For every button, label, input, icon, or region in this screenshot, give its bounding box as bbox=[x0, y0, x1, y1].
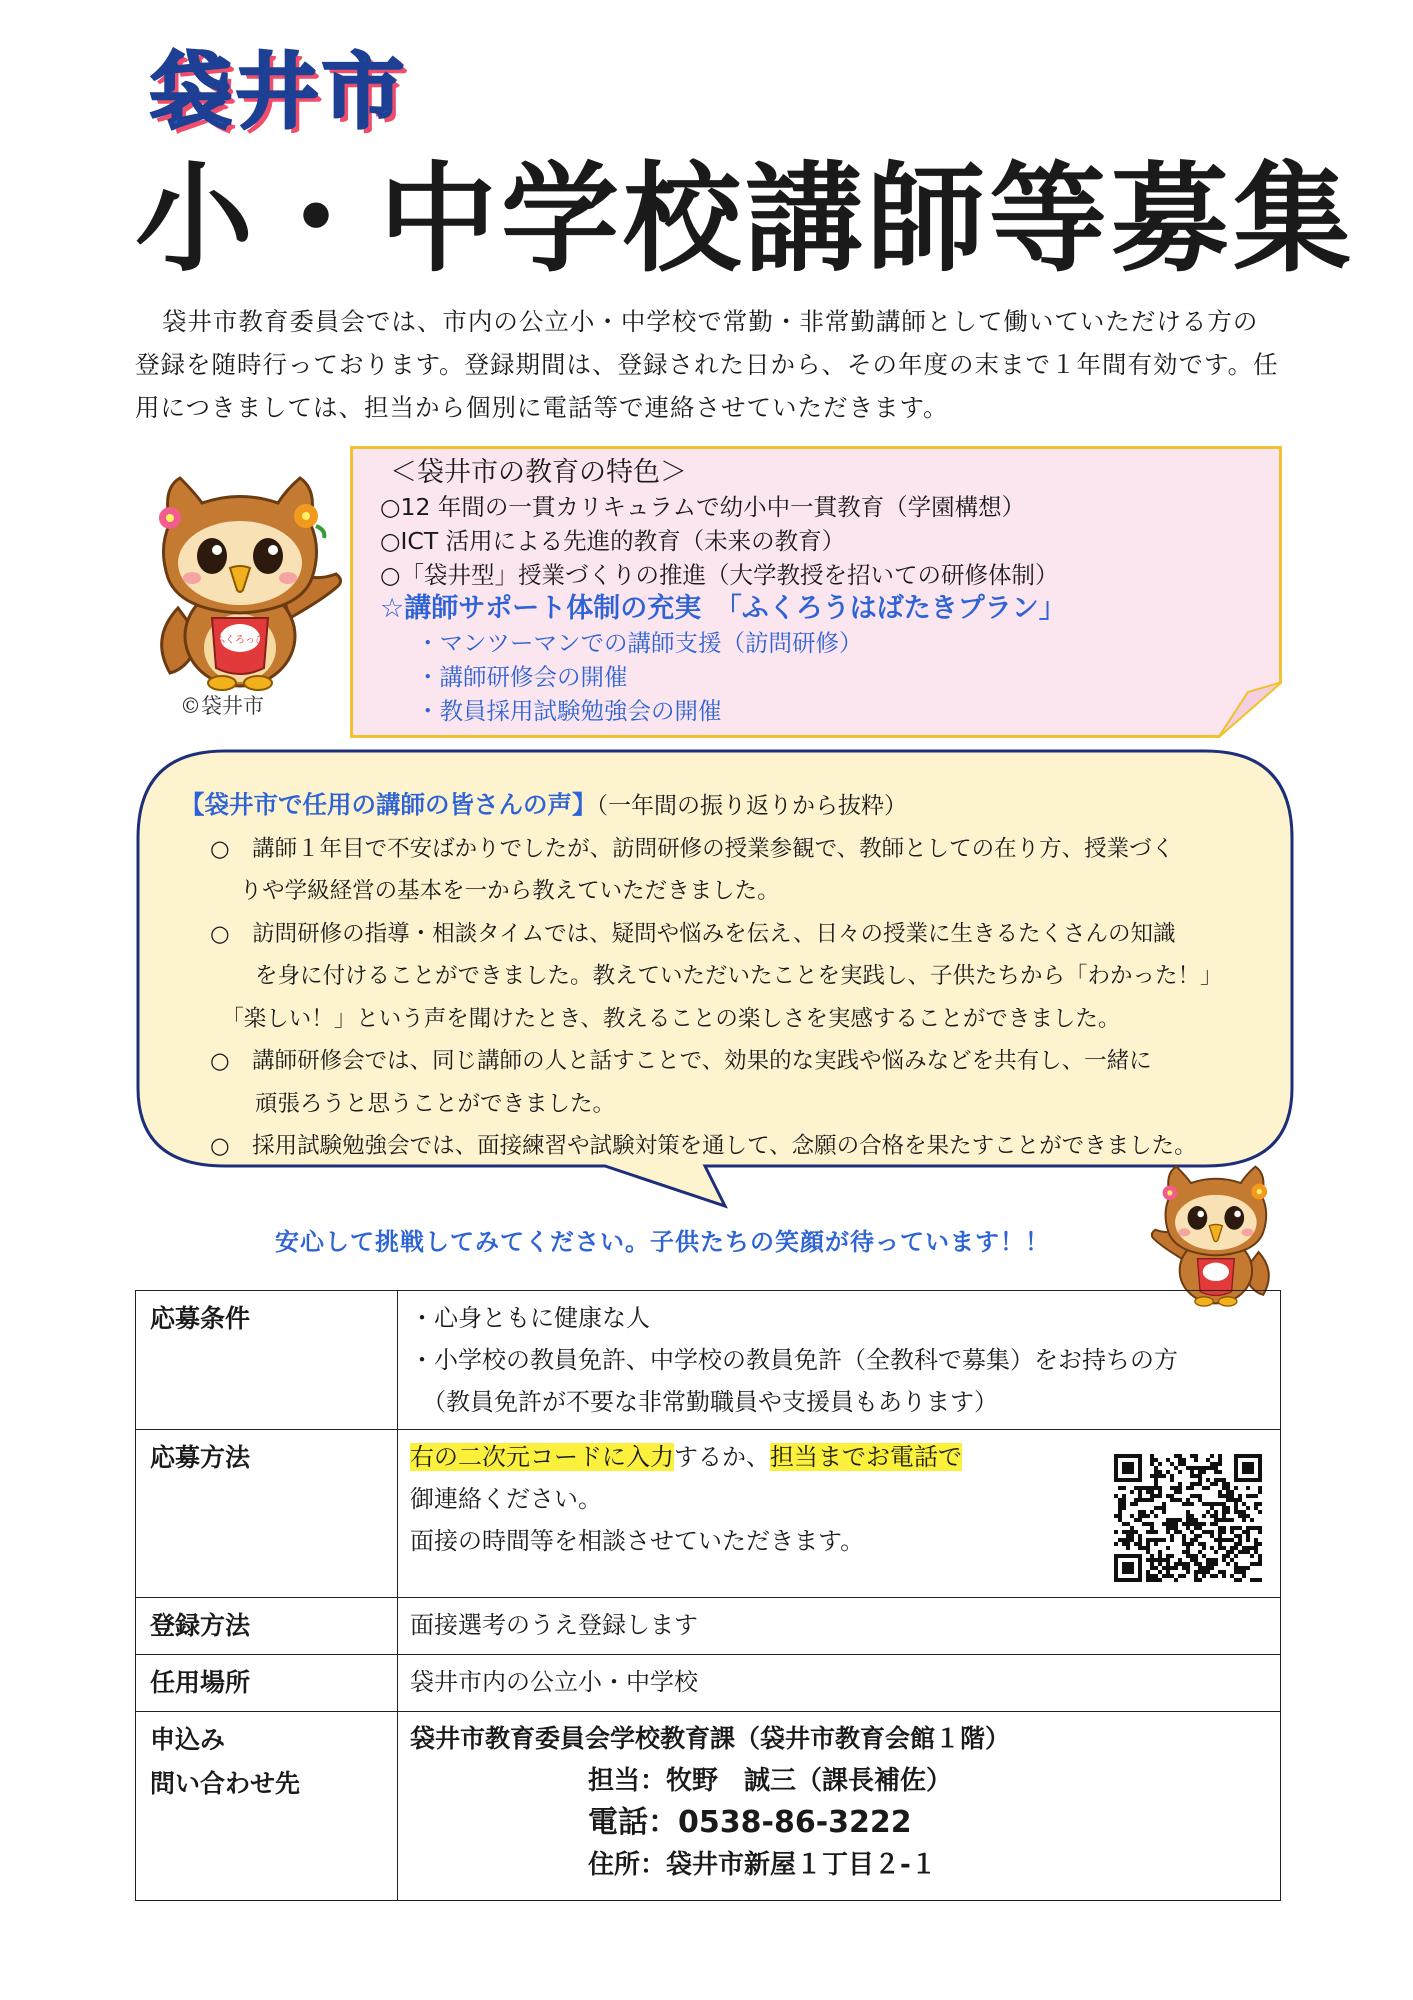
table-row bbox=[136, 1598, 1281, 1655]
registration-label: 登録方法 bbox=[136, 1598, 398, 1655]
voices-title bbox=[180, 784, 1280, 828]
voice-line: ○ 訪問研修の指導・相談タイムでは、疑問や悩みを伝え、日々の授業に生きるたくさんの知識 bbox=[210, 920, 1176, 947]
method-label: 応募方法 bbox=[136, 1430, 398, 1598]
voice-line: ○ 採用試験勉強会では、面接練習や試験対策を通して、念願の合格を果たすことができました。 bbox=[210, 1133, 1197, 1159]
method-line: 面接の時間等を相談させていただきます。 bbox=[410, 1527, 865, 1555]
registration-value: 面接選考のうえ登録します bbox=[398, 1598, 1281, 1655]
highlight-phone-text: 担当までお電話で bbox=[770, 1443, 962, 1471]
voices-title-main: 【袋井市で任用の講師の皆さんの声】 bbox=[180, 790, 597, 819]
qr-code-icon[interactable] bbox=[1114, 1454, 1262, 1582]
feature-item: ○「袋井型」授業づくりの推進（大学教授を招いての研修体制） bbox=[380, 561, 1059, 589]
feature-item: ○12 年間の一貫カリキュラムで幼小中一貫教育（学園構想） bbox=[380, 493, 1026, 521]
info-table bbox=[135, 1290, 1281, 1901]
support-title: ☆講師サポート体制の充実 「ふくろうはばたきプラン」 bbox=[380, 593, 1066, 624]
conditions-line: （教員免許が不要な非常勤職員や支援員もあります） bbox=[410, 1388, 998, 1416]
intro-text: 袋井市教育委員会では、市内の公立小・中学校で常勤・非常勤講師として働いていただける方の登録を随時行っております。登録期間は、登録された日から、その年度の末まで１年間有効です。任用につきましては、担当から個別に電話等で連絡させていただきます。 bbox=[135, 307, 1279, 422]
features-content bbox=[380, 456, 1240, 728]
feature-item: ○ICT 活用による先進的教育（未来の教育） bbox=[380, 527, 846, 555]
contact-label bbox=[136, 1712, 398, 1901]
apron-text: ふくろっぴ bbox=[215, 635, 265, 646]
conditions-line: ・心身ともに健康な人 bbox=[410, 1304, 650, 1332]
voice-line: 「楽しい！」という声を聞けたとき、教えることの楽しさを実感することができました。 bbox=[210, 1005, 1121, 1032]
method-value bbox=[398, 1430, 1281, 1598]
contact-label-line: 申込み bbox=[150, 1725, 226, 1754]
encourage-message: 安心して挑戦してみてください。子供たちの笑顔が待っています！！ bbox=[275, 1228, 1050, 1256]
conditions-label: 応募条件 bbox=[136, 1291, 398, 1430]
table-row bbox=[136, 1430, 1281, 1598]
voices-content bbox=[180, 784, 1280, 1168]
features-heading: ＜袋井市の教育の特色＞ bbox=[390, 457, 687, 488]
page-title: 小・中学校講師等募集 bbox=[135, 150, 1356, 288]
table-row bbox=[136, 1655, 1281, 1712]
contact-person: 担当：牧野 誠三（課長補佐） bbox=[588, 1766, 953, 1796]
support-item: ・マンツーマンでの講師支援（訪問研修） bbox=[416, 629, 863, 657]
contact-address: 住所：袋井市新屋１丁目２-１ bbox=[588, 1850, 937, 1880]
owl-mascot-small-icon bbox=[1150, 1160, 1285, 1308]
contact-value bbox=[398, 1712, 1281, 1901]
conditions-value bbox=[398, 1291, 1281, 1430]
table-row bbox=[136, 1291, 1281, 1430]
method-text: するか、 bbox=[674, 1443, 770, 1471]
voice-line: ○ 講師１年目で不安ばかりでしたが、訪問研修の授業参観で、教師としての在り方、授業づく bbox=[210, 835, 1175, 862]
location-value: 袋井市内の公立小・中学校 bbox=[398, 1655, 1281, 1712]
method-line: 御連絡ください。 bbox=[410, 1485, 602, 1513]
city-logo: 袋井市 bbox=[150, 45, 409, 140]
voice-line: を身に付けることができました。教えていただいたことを実践し、子供たちから「わかった！」 bbox=[210, 963, 1223, 989]
voice-line: 頑張ろうと思うことができました。 bbox=[210, 1090, 616, 1117]
location-label: 任用場所 bbox=[136, 1655, 398, 1712]
contact-org: 袋井市教育委員会学校教育課（袋井市教育会館１階） bbox=[410, 1724, 1011, 1753]
voices-subtitle: （一年間の振り返りから抜粋） bbox=[596, 793, 907, 819]
highlight-qr-text: 右の二次元コードに入力 bbox=[410, 1443, 674, 1471]
voice-line: ○ 講師研修会では、同じ講師の人と話すことで、効果的な実践や悩みなどを共有し、一緒に bbox=[210, 1048, 1152, 1074]
support-item: ・教員採用試験勉強会の開催 bbox=[416, 697, 722, 725]
contact-label-line: 問い合わせ先 bbox=[150, 1769, 301, 1798]
contact-phone[interactable]: 電話：0538-86-3222 bbox=[588, 1805, 912, 1840]
support-item: ・講師研修会の開催 bbox=[416, 663, 628, 691]
conditions-line: ・小学校の教員免許、中学校の教員免許（全教科で募集）をお持ちの方 bbox=[410, 1346, 1178, 1374]
mascot-copyright: ©袋井市 bbox=[180, 694, 264, 718]
voice-line: りや学級経営の基本を一から教えていただきました。 bbox=[210, 878, 780, 904]
owl-mascot-icon bbox=[140, 468, 345, 693]
table-row bbox=[136, 1712, 1281, 1901]
